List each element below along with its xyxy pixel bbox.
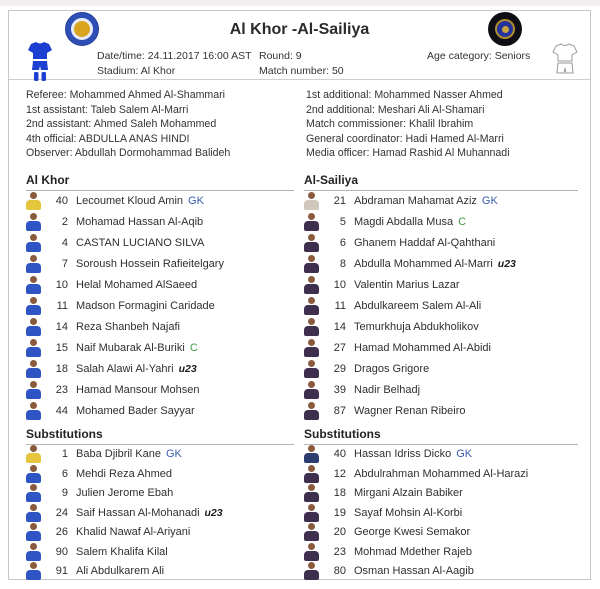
player-row (304, 254, 578, 275)
player-tag: GK (481, 195, 498, 207)
away-lineup-list (304, 191, 578, 422)
home-substitutions-list (26, 445, 294, 582)
player-avatar (304, 213, 319, 231)
player-name: Naif Mubarak Al-Buriki (76, 342, 185, 354)
scan-artifact-strip (0, 0, 600, 6)
player-row (26, 254, 294, 275)
player-name: Reza Shanbeh Najafi (76, 321, 180, 333)
player-tag: GK (166, 448, 182, 461)
player-number: 90 (55, 545, 68, 558)
match-title: Al Khor -Al-Sailiya (229, 21, 370, 38)
player-number: 39 (333, 384, 346, 396)
player-name: Wagner Renan Ribeiro (354, 405, 466, 417)
official-general-coordinator: General coordinator: Hadi Hamed Al-Marri (306, 132, 504, 145)
player-avatar (26, 234, 41, 252)
player-tag: GK (456, 448, 473, 461)
player-name: Abdulkareem Salem Al-Ali (354, 300, 482, 312)
teams-section (9, 167, 590, 582)
player-avatar (304, 381, 319, 399)
home-club-logo-center (71, 18, 93, 40)
player-row (26, 484, 294, 504)
player-avatar (26, 213, 41, 231)
player-avatar (26, 318, 41, 336)
player-number: 20 (333, 526, 346, 539)
player-name: Ghanem Haddaf Al-Qahthani (354, 237, 496, 249)
player-name: Ali Abdulkarem Ali (76, 565, 165, 578)
round-label: Round: 9 (259, 50, 302, 62)
player-avatar (304, 445, 319, 463)
away-team-column (304, 169, 582, 582)
player-number: 14 (55, 321, 68, 333)
player-row (304, 562, 578, 582)
player-number: 5 (339, 216, 346, 228)
away-club-logo-dot (502, 26, 509, 33)
match-number-label: Match number: 50 (259, 65, 344, 77)
player-number: 1 (61, 448, 68, 461)
player-number: 87 (333, 405, 346, 417)
player-number: 11 (56, 300, 68, 312)
player-avatar (26, 255, 41, 273)
player-tag: C (458, 216, 467, 228)
player-number: 6 (339, 237, 346, 249)
player-number: 19 (333, 506, 346, 519)
player-tag: GK (188, 195, 204, 207)
player-row (304, 317, 578, 338)
match-info-row (97, 49, 530, 79)
player-number: 23 (333, 545, 346, 558)
player-number: 10 (333, 279, 346, 291)
player-name: Hamad Mohammed Al-Abidi (354, 342, 491, 354)
player-number: 2 (61, 216, 68, 228)
player-row (304, 503, 578, 523)
match-sheet (8, 10, 591, 580)
player-row (304, 275, 578, 296)
player-row (304, 296, 578, 317)
player-number: 27 (333, 342, 346, 354)
player-number: 91 (55, 565, 68, 578)
home-team-name: Al Khor (26, 169, 294, 191)
player-number: 40 (55, 195, 68, 207)
player-row (304, 542, 578, 562)
player-row (26, 212, 294, 233)
player-avatar (26, 543, 41, 561)
player-row (26, 464, 294, 484)
player-row (304, 191, 578, 212)
player-name: Mohmad Mdether Rajeb (354, 545, 473, 558)
player-avatar (304, 318, 319, 336)
player-name: Sayaf Mohsin Al-Korbi (354, 506, 463, 519)
player-name: Osman Hassan Al-Aagib (354, 565, 474, 578)
player-name: Salah Alawi Al-Yahri (76, 363, 174, 375)
home-club-logo (65, 12, 99, 46)
player-avatar (26, 339, 41, 357)
player-row (26, 562, 294, 582)
player-row (304, 464, 578, 484)
player-avatar (26, 360, 41, 378)
away-club-logo (488, 12, 522, 46)
player-row (26, 542, 294, 562)
player-avatar (26, 297, 41, 315)
player-avatar (26, 445, 41, 463)
match-info-datetime-stadium (97, 49, 259, 79)
away-substitutions-header: Substitutions (304, 423, 578, 445)
player-row (26, 503, 294, 523)
player-row (304, 401, 578, 422)
player-name: Helal Mohamed AlSaeed (76, 279, 198, 291)
away-kit-icon (552, 43, 578, 88)
player-avatar (304, 234, 319, 252)
player-avatar (304, 402, 319, 420)
player-row (26, 233, 294, 254)
official-fourth-official: 4th official: ABDULLA ANAS HINDI (26, 132, 190, 145)
player-name: Mirgani Alzain Babiker (354, 487, 463, 500)
player-tag: u23 (497, 258, 516, 270)
player-avatar (26, 381, 41, 399)
official-first-assistant: 1st assistant: Taleb Salem Al-Marri (26, 103, 189, 116)
player-number: 14 (333, 321, 346, 333)
player-number: 80 (333, 565, 346, 578)
stadium-label: Stadium: Al Khor (97, 65, 176, 77)
player-name: Temurkhuja Abdukholikov (354, 321, 479, 333)
player-number: 44 (55, 405, 68, 417)
datetime-label: Date/time: 24.11.2017 16:00 AST (97, 50, 252, 62)
away-substitutions-list (304, 445, 578, 582)
player-name: Hassan Idriss Dicko (354, 448, 452, 461)
player-number: 7 (61, 258, 68, 270)
player-number: 24 (55, 506, 68, 519)
player-avatar (304, 297, 319, 315)
officials-section (9, 80, 590, 167)
player-name: Magdi Abdalla Musa (354, 216, 454, 228)
home-team-column (26, 169, 304, 582)
player-row (304, 484, 578, 504)
player-row (26, 359, 294, 380)
player-number: 18 (333, 487, 346, 500)
official-second-additional: 2nd additional: Meshari Ali Al-Shamari (306, 103, 485, 116)
home-substitutions-header: Substitutions (26, 423, 294, 445)
player-name: Salem Khalifa Kilal (76, 545, 168, 558)
player-avatar (304, 276, 319, 294)
player-name: Madson Formagini Caridade (76, 300, 215, 312)
player-name: Valentin Marius Lazar (354, 279, 460, 291)
age-category-label: Age category: Seniors (427, 50, 531, 62)
player-row (26, 523, 294, 543)
player-name: George Kwesi Semakor (354, 526, 471, 539)
match-info-round-number (259, 49, 427, 79)
player-name: Mohamad Hassan Al-Aqib (76, 216, 204, 228)
player-name: CASTAN LUCIANO SILVA (76, 237, 205, 249)
official-observer: Observer: Abdullah Dormohammad Balideh (26, 147, 231, 159)
player-name: Nadir Belhadj (354, 384, 421, 396)
player-name: Mohamed Bader Sayyar (76, 405, 195, 417)
player-number: 12 (333, 467, 346, 480)
player-name: Soroush Hossein Rafieitelgary (76, 258, 224, 270)
official-match-commissioner: Match commissioner: Khalil Ibrahim (306, 118, 474, 130)
player-number: 18 (55, 363, 68, 375)
player-number: 40 (333, 448, 346, 461)
player-row (304, 233, 578, 254)
player-avatar (26, 484, 41, 502)
player-avatar (304, 360, 319, 378)
player-row (26, 338, 294, 359)
player-row (304, 338, 578, 359)
player-avatar (304, 192, 319, 210)
player-name: Abdraman Mahamat Aziz (354, 195, 477, 207)
player-avatar (304, 465, 319, 483)
player-tag: u23 (204, 506, 223, 519)
player-row (304, 523, 578, 543)
player-avatar (26, 562, 41, 580)
official-first-additional: 1st additional: Mohammed Nasser Ahmed (306, 89, 503, 101)
player-avatar (26, 523, 41, 541)
player-name: Saif Hassan Al-Mohanadi (76, 506, 200, 519)
away-team-name: Al-Sailiya (304, 169, 578, 191)
player-number: 6 (61, 467, 68, 480)
player-row (304, 212, 578, 233)
player-number: 10 (55, 279, 68, 291)
player-name: Abdulrahman Mohammed Al-Harazi (354, 467, 529, 480)
player-number: 23 (55, 384, 68, 396)
player-number: 9 (61, 487, 68, 500)
player-row (26, 380, 294, 401)
player-row (26, 401, 294, 422)
player-name: Dragos Grigore (354, 363, 430, 375)
player-number: 21 (333, 195, 346, 207)
player-avatar (26, 402, 41, 420)
player-avatar (26, 504, 41, 522)
home-lineup-list (26, 191, 294, 422)
player-tag: C (189, 342, 198, 354)
player-row (26, 445, 294, 465)
player-avatar (304, 339, 319, 357)
player-avatar (26, 276, 41, 294)
player-row (26, 296, 294, 317)
player-name: Abdulla Mohammed Al-Marri (354, 258, 493, 270)
player-row (26, 275, 294, 296)
player-avatar (26, 465, 41, 483)
player-name: Baba Djibril Kane (76, 448, 161, 461)
player-avatar (304, 255, 319, 273)
player-row (304, 445, 578, 465)
player-name: Hamad Mansour Mohsen (76, 384, 200, 396)
player-row (26, 317, 294, 338)
home-kit-icon (27, 41, 53, 90)
player-name: Lecoumet Kloud Amin (76, 195, 184, 207)
player-avatar (304, 504, 319, 522)
official-referee: Referee: Mohammed Ahmed Al-Shammari (26, 89, 226, 101)
player-row (26, 191, 294, 212)
player-number: 26 (55, 526, 68, 539)
officials-left-column (26, 88, 306, 161)
player-name: Khalid Nawaf Al-Ariyani (76, 526, 191, 539)
player-number: 15 (55, 342, 68, 354)
player-avatar (304, 523, 319, 541)
player-avatar (304, 484, 319, 502)
player-avatar (304, 562, 319, 580)
away-club-logo-center (495, 19, 515, 39)
player-name: Julien Jerome Ebah (76, 487, 174, 500)
player-row (304, 380, 578, 401)
match-header (9, 11, 590, 79)
match-info-age-category (427, 49, 530, 79)
player-number: 4 (61, 237, 68, 249)
player-avatar (26, 192, 41, 210)
player-tag: u23 (178, 363, 197, 375)
official-second-assistant: 2nd assistant: Ahmed Saleh Mohammed (26, 118, 217, 130)
officials-right-column (306, 88, 590, 161)
player-avatar (304, 543, 319, 561)
official-media-officer: Media officer: Hamad Rashid Al Muhannadi (306, 147, 510, 159)
player-number: 8 (339, 258, 346, 270)
player-name: Mehdi Reza Ahmed (76, 467, 172, 480)
player-row (304, 359, 578, 380)
player-number: 11 (334, 300, 346, 312)
player-number: 29 (333, 363, 346, 375)
